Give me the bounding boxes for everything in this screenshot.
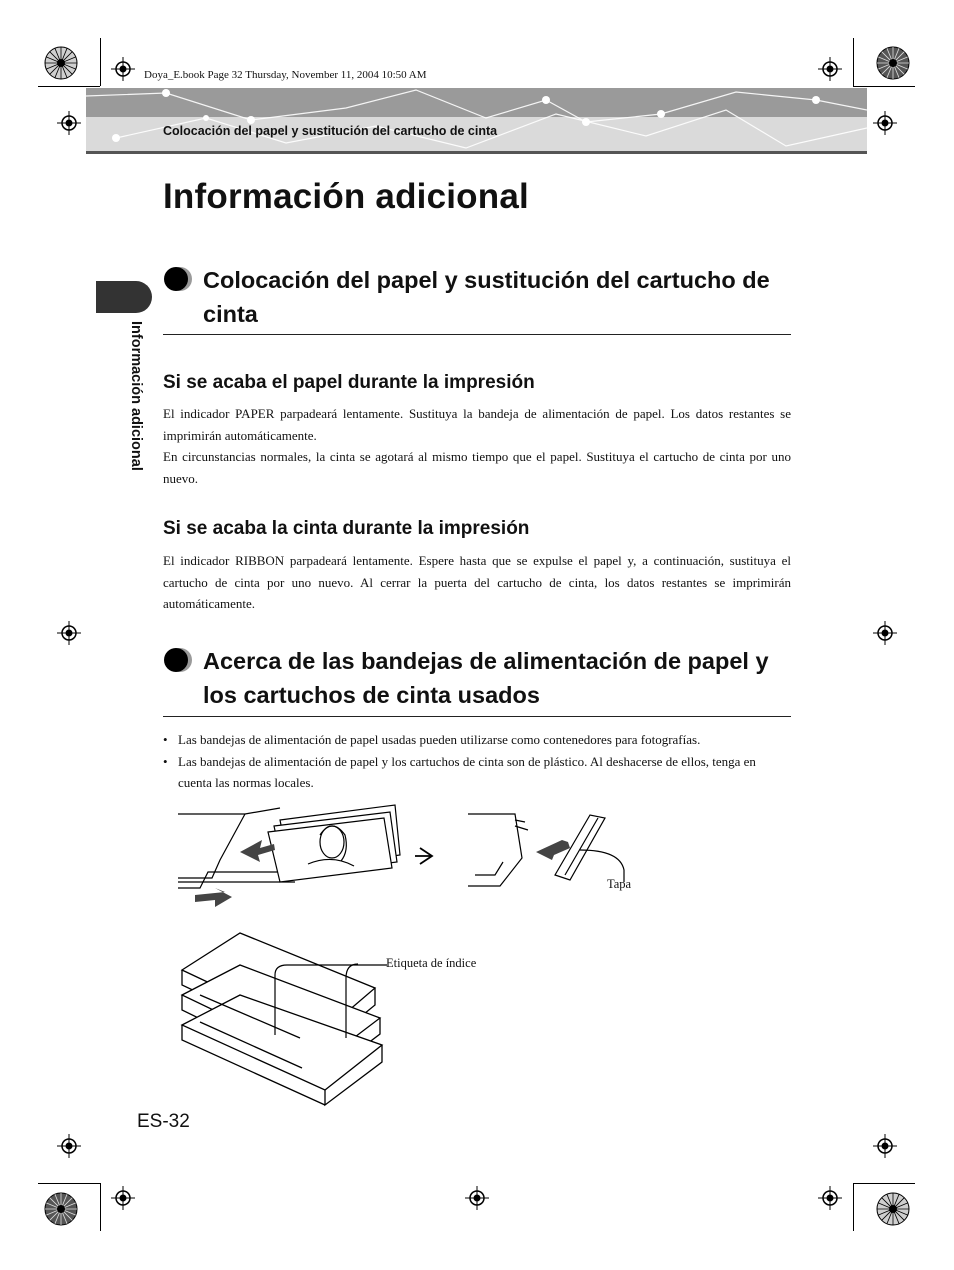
header-decoration	[86, 88, 867, 154]
color-rosette-icon	[44, 46, 78, 80]
section-bullet-icon	[163, 647, 193, 673]
chapter-tab	[96, 281, 152, 313]
subsection-title: Si se acaba el papel durante la impresión	[163, 372, 535, 393]
paragraph: El indicador RIBBON parpadeará lentamente. Espere hasta que se expulse el papel y, a continuación, sustituya el cartucho de cinta por uno nuevo. Al cerrar la puerta del cartucho de cinta, los datos restantes se imprimirán automáticamente.	[163, 553, 791, 611]
registration-mark-icon	[111, 57, 135, 81]
crop-mark	[100, 1183, 101, 1231]
paragraph: En circunstancias normales, la cinta se agotará al mismo tiempo que el papel. Sustituya el cartucho de cinta por uno nuevo.	[163, 449, 791, 486]
crop-mark	[100, 38, 101, 86]
color-rosette-icon	[44, 1192, 78, 1226]
chapter-tab-label: Información adicional	[128, 321, 144, 471]
registration-mark-icon	[57, 1134, 81, 1158]
crop-mark	[853, 1183, 854, 1231]
registration-mark-icon	[873, 111, 897, 135]
list-item: • Las bandejas de alimentación de papel usadas pueden utilizarse como contenedores para fotografías.	[163, 729, 791, 751]
crop-mark	[853, 38, 854, 86]
registration-mark-icon	[873, 621, 897, 645]
crop-mark	[853, 1183, 915, 1184]
registration-mark-icon	[818, 57, 842, 81]
bullet-list	[163, 729, 791, 794]
section-heading	[163, 644, 791, 717]
color-rosette-icon	[876, 46, 910, 80]
registration-mark-icon	[818, 1186, 842, 1210]
registration-mark-icon	[57, 621, 81, 645]
list-item: • Las bandejas de alimentación de papel y los cartuchos de cinta son de plástico. Al deshacerse de ellos, tenga en cuenta las normas locales.	[163, 751, 791, 794]
running-head: Colocación del papel y sustitución del cartucho de cinta	[163, 124, 498, 138]
registration-mark-icon	[111, 1186, 135, 1210]
section-title: Acerca de las bandejas de alimentación de papel y los cartuchos de cinta usados	[203, 648, 769, 708]
paragraph: El indicador PAPER parpadeará lentamente. Sustituya la bandeja de alimentación de papel. Los datos restantes se imprimirán automáticamente.	[163, 406, 791, 443]
callout-label-index: Etiqueta de índice	[386, 956, 477, 970]
crop-mark	[38, 1183, 100, 1184]
registration-mark-icon	[57, 111, 81, 135]
section-title: Colocación del papel y sustitución del cartucho de cinta	[203, 267, 770, 327]
registration-mark-icon	[873, 1134, 897, 1158]
page-number: ES-32	[137, 1111, 190, 1132]
subsection-title: Si se acaba la cinta durante la impresión	[163, 518, 530, 539]
crop-mark	[38, 86, 100, 87]
header-band	[86, 88, 867, 154]
crop-mark	[853, 86, 915, 87]
callout-label-cap: Tapa	[607, 877, 632, 891]
file-info-slug: Doya_E.book Page 32 Thursday, November 11, 2004 10:50 AM	[144, 69, 427, 81]
section-bullet-icon	[163, 266, 193, 292]
color-rosette-icon	[876, 1192, 910, 1226]
section-heading	[163, 263, 791, 335]
registration-mark-icon	[465, 1186, 489, 1210]
page-title: Información adicional	[163, 177, 529, 216]
